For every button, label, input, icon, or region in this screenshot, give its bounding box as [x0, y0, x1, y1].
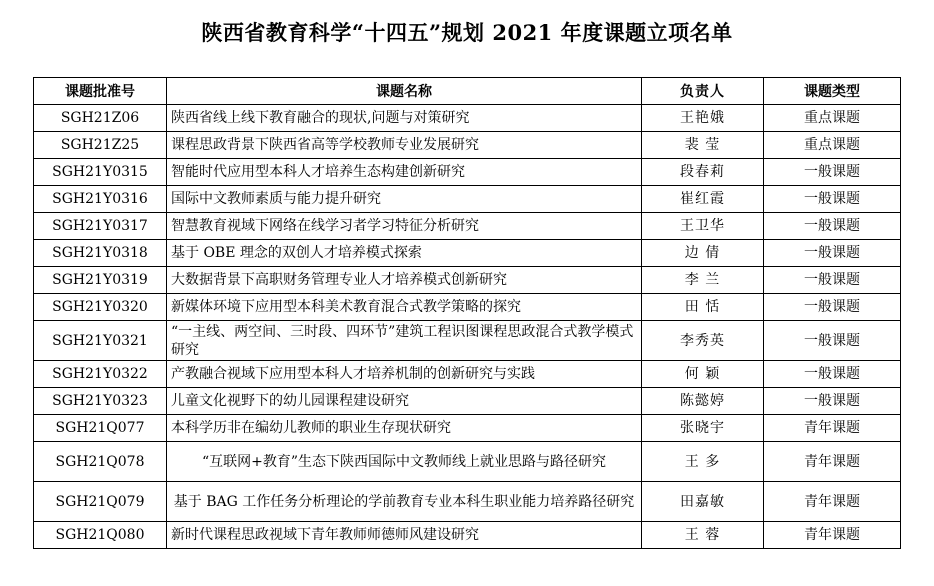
table-header-row — [34, 78, 901, 105]
person-cell: 田 恬 — [642, 294, 764, 321]
project-name-cell: 大数据背景下高职财务管理专业人才培养模式创新研究 — [167, 267, 642, 294]
person-cell: 何 颖 — [642, 361, 764, 388]
person-cell: 李秀英 — [642, 321, 764, 361]
person-cell: 王艳娥 — [642, 105, 764, 132]
project-name-cell: 智慧教育视域下网络在线学习者学习特征分析研究 — [167, 213, 642, 240]
header-project-type: 课题类型 — [764, 78, 901, 105]
project-type-cell: 青年课题 — [764, 522, 901, 549]
approval-number-cell: SGH21Q078 — [34, 442, 167, 482]
person-cell: 李 兰 — [642, 267, 764, 294]
project-name-cell: 课程思政背景下陕西省高等学校教师专业发展研究 — [167, 132, 642, 159]
project-type-cell: 青年课题 — [764, 442, 901, 482]
project-list-table — [33, 77, 901, 549]
approval-number-cell: SGH21Q077 — [34, 415, 167, 442]
approval-number-cell: SGH21Y0315 — [34, 159, 167, 186]
project-type-cell: 一般课题 — [764, 213, 901, 240]
project-type-cell: 一般课题 — [764, 186, 901, 213]
approval-number-cell: SGH21Y0321 — [34, 321, 167, 361]
person-cell: 王卫华 — [642, 213, 764, 240]
project-name-cell: 新时代课程思政视域下青年教师师德师风建设研究 — [167, 522, 642, 549]
person-cell: 王 多 — [642, 442, 764, 482]
project-name-cell: “互联网+教育”生态下陕西国际中文教师线上就业思路与路径研究 — [167, 442, 642, 482]
approval-number-cell: SGH21Y0317 — [34, 213, 167, 240]
project-type-cell: 青年课题 — [764, 415, 901, 442]
table-row — [34, 321, 901, 361]
table-row — [34, 442, 901, 482]
header-person-in-charge: 负责人 — [642, 78, 764, 105]
approval-number-cell: SGH21Y0323 — [34, 388, 167, 415]
project-name-cell: 智能时代应用型本科人才培养生态构建创新研究 — [167, 159, 642, 186]
approval-number-cell: SGH21Y0316 — [34, 186, 167, 213]
project-name-cell: 基于 BAG 工作任务分析理论的学前教育专业本科生职业能力培养路径研究 — [167, 482, 642, 522]
project-type-cell: 重点课题 — [764, 105, 901, 132]
approval-number-cell: SGH21Y0318 — [34, 240, 167, 267]
project-type-cell: 重点课题 — [764, 132, 901, 159]
table-row — [34, 415, 901, 442]
person-cell: 张晓宇 — [642, 415, 764, 442]
table-row — [34, 482, 901, 522]
table-row — [34, 522, 901, 549]
person-cell: 段春莉 — [642, 159, 764, 186]
project-type-cell: 一般课题 — [764, 361, 901, 388]
person-cell: 边 倩 — [642, 240, 764, 267]
approval-number-cell: SGH21Q079 — [34, 482, 167, 522]
project-name-cell: 陕西省线上线下教育融合的现状,问题与对策研究 — [167, 105, 642, 132]
table-row — [34, 294, 901, 321]
project-type-cell: 一般课题 — [764, 294, 901, 321]
table-row — [34, 213, 901, 240]
project-name-cell: 本科学历非在编幼儿教师的职业生存现状研究 — [167, 415, 642, 442]
approval-number-cell: SGH21Z25 — [34, 132, 167, 159]
person-cell: 崔红霞 — [642, 186, 764, 213]
approval-number-cell: SGH21Q080 — [34, 522, 167, 549]
project-name-cell: 国际中文教师素质与能力提升研究 — [167, 186, 642, 213]
person-cell: 裴 莹 — [642, 132, 764, 159]
project-name-cell: 产教融合视域下应用型本科人才培养机制的创新研究与实践 — [167, 361, 642, 388]
table-row — [34, 105, 901, 132]
project-name-cell: 新媒体环境下应用型本科美术教育混合式教学策略的探究 — [167, 294, 642, 321]
project-name-cell: 儿童文化视野下的幼儿园课程建设研究 — [167, 388, 642, 415]
approval-number-cell: SGH21Y0319 — [34, 267, 167, 294]
approval-number-cell: SGH21Y0322 — [34, 361, 167, 388]
table-row — [34, 159, 901, 186]
project-type-cell: 一般课题 — [764, 159, 901, 186]
person-cell: 陈懿婷 — [642, 388, 764, 415]
project-name-cell: 基于 OBE 理念的双创人才培养模式探索 — [167, 240, 642, 267]
table-row — [34, 361, 901, 388]
project-type-cell: 一般课题 — [764, 267, 901, 294]
project-type-cell: 一般课题 — [764, 321, 901, 361]
project-type-cell: 一般课题 — [764, 240, 901, 267]
header-approval-number: 课题批准号 — [34, 78, 167, 105]
table-row — [34, 267, 901, 294]
page-title: 陕西省教育科学“十四五”规划 2021 年度课题立项名单 — [201, 20, 733, 45]
table-row — [34, 132, 901, 159]
table-row — [34, 388, 901, 415]
project-name-cell: “一主线、两空间、三时段、四环节”建筑工程识图课程思政混合式教学模式研究 — [167, 321, 642, 361]
project-type-cell: 一般课题 — [764, 388, 901, 415]
person-cell: 王 蓉 — [642, 522, 764, 549]
table-row — [34, 186, 901, 213]
approval-number-cell: SGH21Z06 — [34, 105, 167, 132]
person-cell: 田嘉敏 — [642, 482, 764, 522]
approval-number-cell: SGH21Y0320 — [34, 294, 167, 321]
project-type-cell: 青年课题 — [764, 482, 901, 522]
table-row — [34, 240, 901, 267]
header-project-name: 课题名称 — [167, 78, 642, 105]
